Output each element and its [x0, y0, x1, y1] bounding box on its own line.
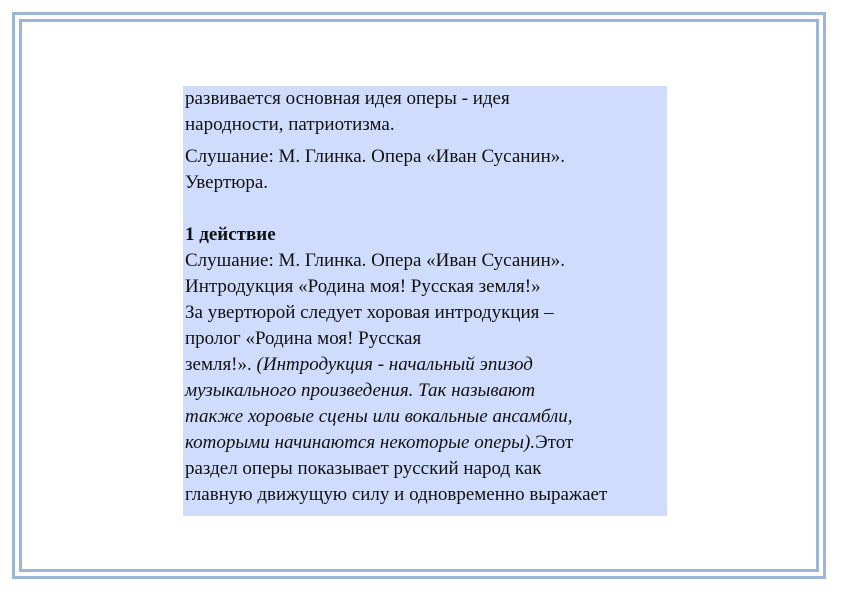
listening-1-line-1: Слушание: М. Глинка. Опера «Иван Сусанин».: [185, 146, 566, 167]
act-1-listen-line-1: Слушание: М. Глинка. Опера «Иван Сусанин».: [185, 250, 566, 271]
text-block: [183, 86, 667, 516]
intro-paragraph: [185, 86, 665, 138]
act-1-heading: 1 действие: [185, 224, 276, 245]
desc-line-6-plain: Этот: [535, 432, 574, 453]
desc-line-3-plain: земля!».: [185, 354, 257, 375]
desc-line-5: также хоровые сцены или вокальные ансамбли,: [185, 406, 573, 427]
desc-line-1: За увертюрой следует хоровая интродукция –: [185, 302, 554, 323]
act-1-listening: [185, 248, 665, 300]
intro-line-2: народности, патриотизма.: [185, 114, 395, 135]
desc-line-4: музыкального произведения. Так называют: [185, 380, 536, 401]
desc-line-3-italic: (Интродукция - начальный эпизод: [256, 354, 533, 375]
blank-line: [185, 196, 665, 222]
listening-paragraph-1: [185, 144, 665, 196]
desc-line-3: [185, 352, 665, 378]
desc-line-6-italic: которыми начинаются некоторые оперы).: [185, 432, 536, 453]
desc-line-6: [185, 430, 665, 456]
act-1-description: [185, 300, 665, 508]
intro-line-1: развивается основная идея оперы - идея: [185, 88, 510, 109]
listening-1-line-2: Увертюра.: [185, 172, 269, 193]
desc-line-8: главную движущую силу и одновременно выражает: [185, 484, 608, 505]
desc-line-2: пролог «Родина моя! Русская: [185, 328, 422, 349]
desc-line-7: раздел оперы показывает русский народ как: [185, 458, 542, 479]
act-1-listen-line-2: Интродукция «Родина моя! Русская земля!»: [185, 276, 541, 297]
